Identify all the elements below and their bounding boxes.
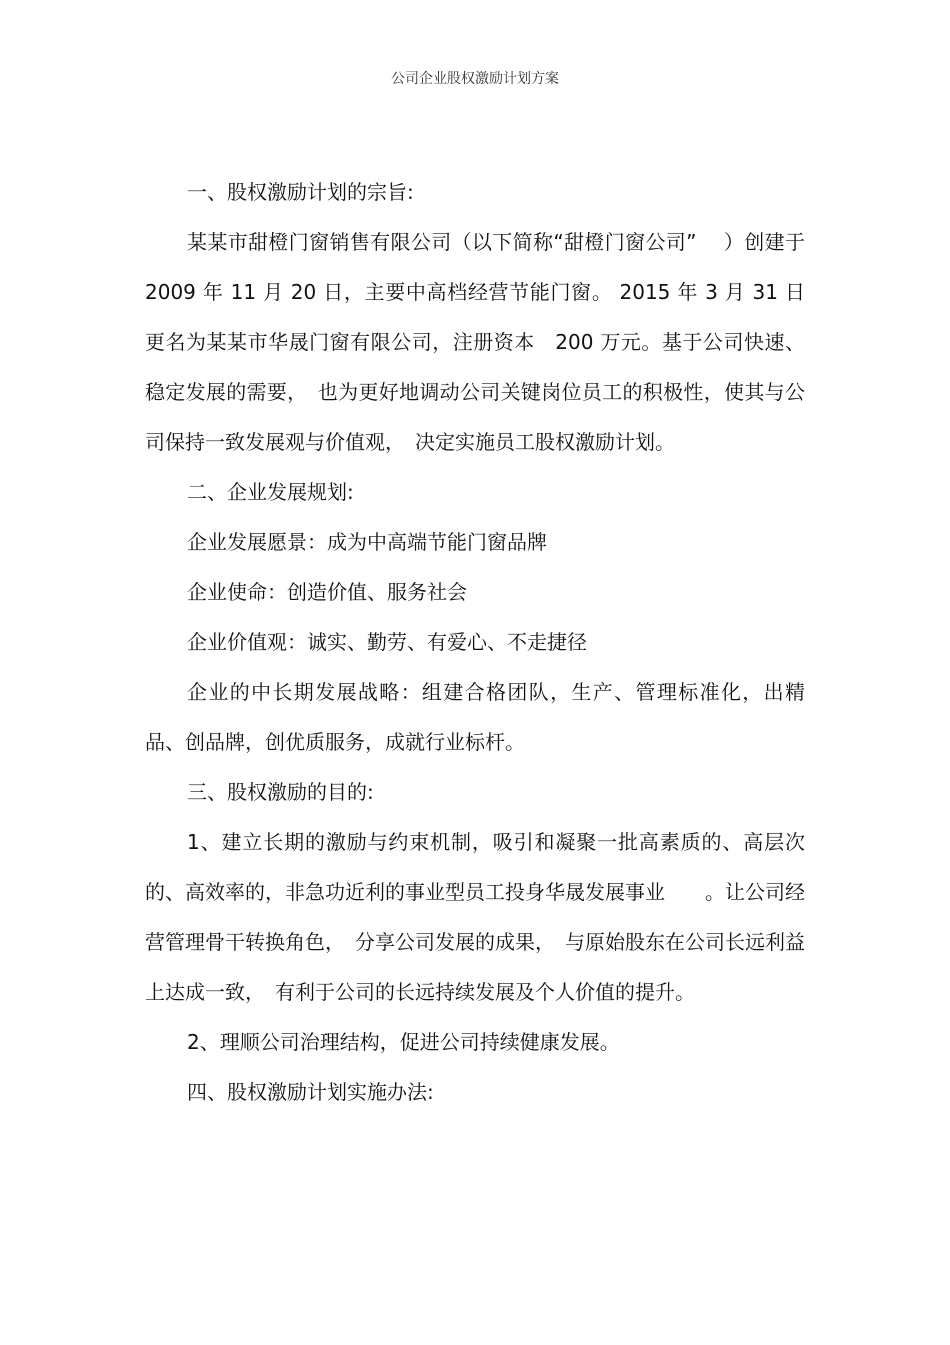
strategy-paragraph: 企业的中长期发展战略：组建合格团队，生产、管理标准化，出精品、创品牌，创优质服务，成就行业标杆。 (145, 680, 805, 754)
section-heading-implementation: 四、股权激励计划实施办法: (187, 1080, 434, 1104)
page-header: 公司企业股权激励计划方案 (391, 71, 559, 87)
values-line: 企业价值观：诚实、勤劳、有爱心、不走捷径 (187, 630, 587, 654)
document-body (145, 167, 805, 1117)
vision-line: 企业发展愿景：成为中高端节能门窗品牌 (187, 530, 547, 554)
objective-item-2: 2、理顺公司治理结构，促进公司持续健康发展。 (187, 1030, 620, 1054)
section-heading-development-plan: 二、企业发展规划: (187, 480, 354, 504)
company-background-paragraph: 某某市甜橙门窗销售有限公司（以下简称“甜橙门窗公司” ）创建于 2009 年 11 月 20 日，主要中高档经营节能门窗。 2015 年 3 月 31 日更名为某某市华晟门窗有限公司，注册资本 200 万元。基于公司快速、稳定发展的需要， 也为更好地调动公司关键岗位员工的积极性，使其与公司保持一致发展观与价值观， 决定实施员工股权激励计划。 (145, 230, 805, 454)
mission-line: 企业使命：创造价值、服务社会 (187, 580, 467, 604)
objective-item-1: 1、建立长期的激励与约束机制，吸引和凝聚一批高素质的、高层次的、高效率的，非急功近利的事业型员工投身华晟发展事业 。让公司经营管理骨干转换角色， 分享公司发展的成果， 与原始股东在公司长远利益上达成一致， 有利于公司的长远持续发展及个人价值的提升。 (145, 830, 805, 1004)
section-heading-objectives: 三、股权激励的目的: (187, 780, 374, 804)
section-heading-purpose: 一、股权激励计划的宗旨: (187, 180, 414, 204)
